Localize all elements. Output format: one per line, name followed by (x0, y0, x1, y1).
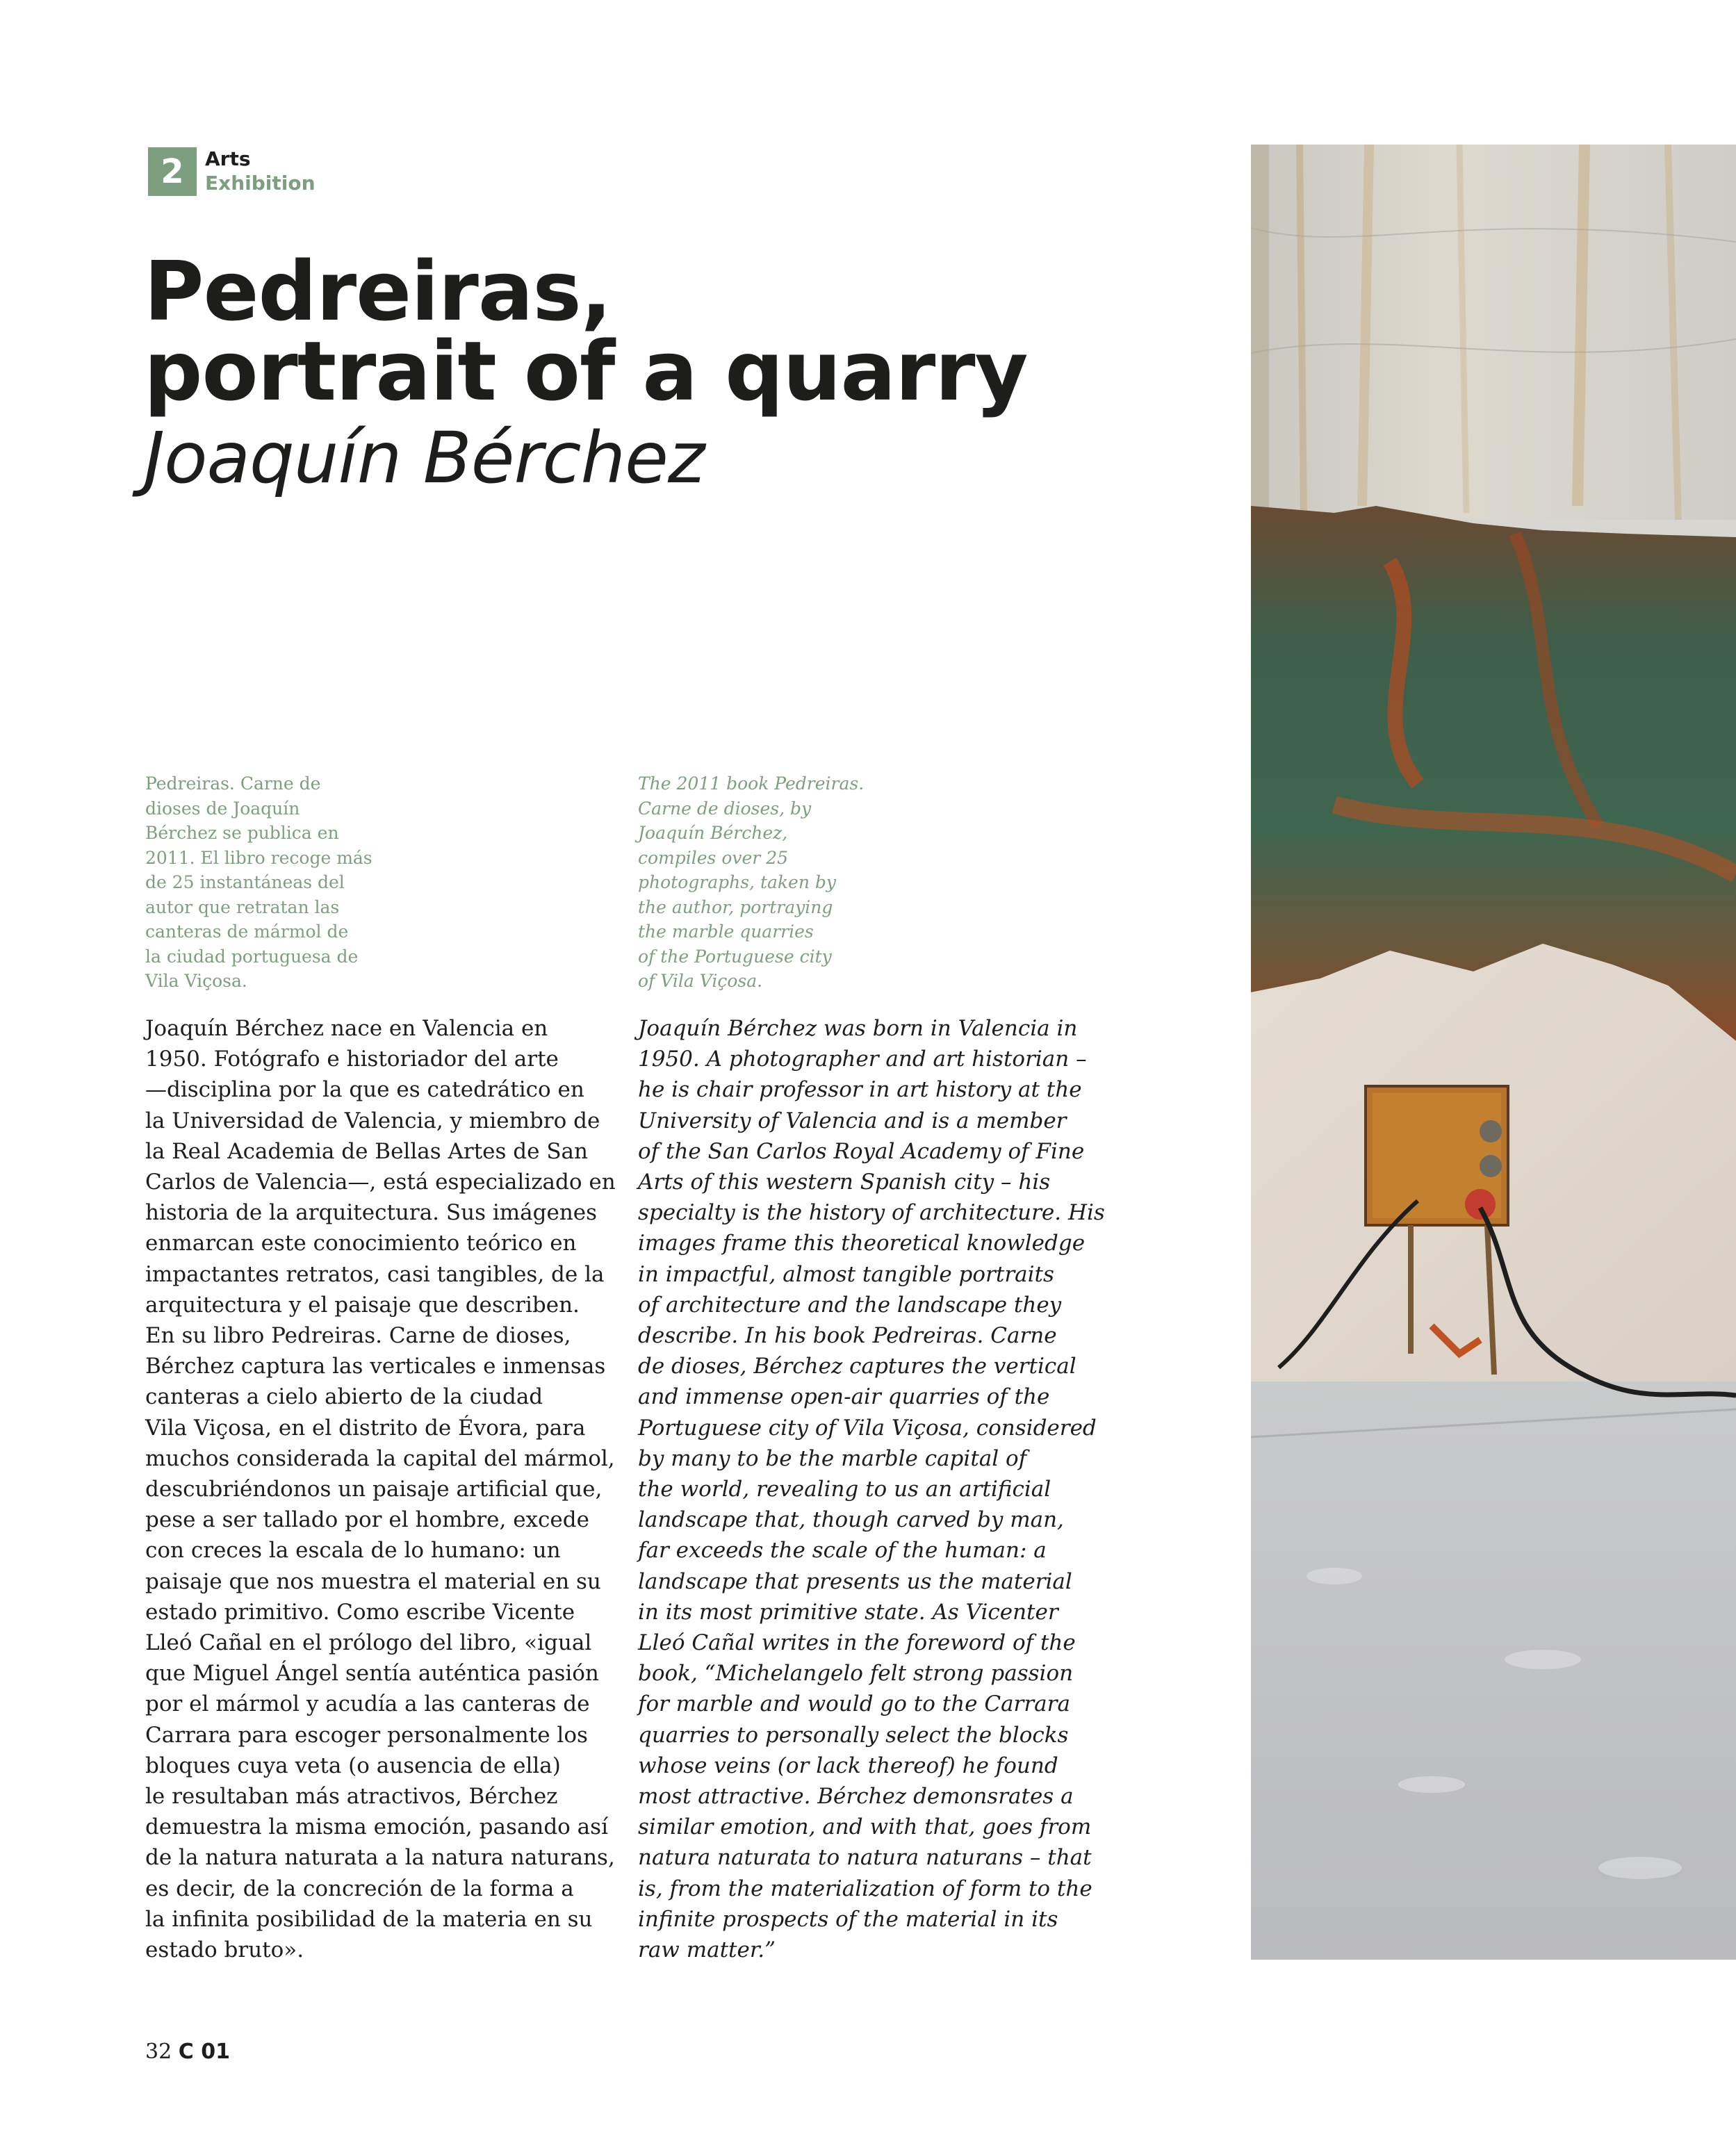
section-number: 2 (148, 147, 197, 196)
title-line-1: Pedreiras, (144, 243, 612, 339)
title-line-2: portrait of a quarry (144, 323, 1028, 419)
section-subcategory: Exhibition (205, 172, 316, 195)
article-title (144, 243, 1186, 419)
page-number: 32 (145, 2040, 172, 2064)
quarry-photo (1251, 145, 1736, 1960)
section-category: Arts (205, 147, 251, 170)
body-text-spanish: Joaquín Bérchez nace en Valencia en 1950. Fotógrafo e historiador del arte —disciplina por la que es catedrático en la Universidad de Valencia, y miembro de la Real Academia de Bellas Artes de San Carlos de Valencia—, está especializado en historia de la arquitectura. Sus imágenes enmarcan este conocimiento teórico en impactantes retratos, casi tangibles, de la arquitectura y el paisaje que describen. En su libro Pedreiras. Carne de dioses, Bérchez captura las verticales e inmensas canteras a cielo abierto de la ciudad Vila Viçosa, en el distrito de Évora, para muchos considerada la capital del mármol, descubriéndonos un paisaje artificial que, pese a ser tallado por el hombre, excede con creces la escala de lo humano: un paisaje que nos muestra el material en su estado primitivo. Como escribe Vicente Lleó Cañal en el prólogo del libro, «igual que Miguel Ángel sentía auténtica pasión por el mármol y acudía a las canteras de Carrara para escoger personalmente los bloques cuya veta (o ausencia de ella) le resultaban más atractivos, Bérchez demuestra la misma emoción, pasando así de la natura naturata a la natura naturans, es decir, de la concreción de la forma a la infinita posibilidad de la materia en su estado bruto». (145, 1016, 616, 1963)
caption-english: The 2011 book Pedreiras. Carne de dioses, by Joaquín Bérchez, compiles over 25 photographs, taken by the author, portraying the marble quarries of the Portuguese city of Vila Viçosa. (638, 773, 865, 991)
article-author: Joaquín Bérchez (144, 417, 705, 500)
body-text-english: Joaquín Bérchez was born in Valencia in 1950. A photographer and art historian – he is chair professor in art history at the University of Valencia and is a member of the San Carlos Royal Academy of Fine Arts of this western Spanish city – his specialty is the history of architecture. His images frame this theoretical knowledge in impactful, almost tangible portraits of architecture and the landscape they describe. In his book Pedreiras. Carne de dioses, Bérchez captures the vertical and immense open-air quarries of the Portuguese city of Vila Viçosa, considered by many to be the marble capital of the world, revealing to us an artificial landscape that, though carved by man, far exceeds the scale of the human: a landscape that presents us the material in its most primitive state. As Vicenter Lleó Cañal writes in the foreword of the book, “Michelangelo felt strong passion for marble and would go to the Carrara quarries to personally select the blocks whose veins (or lack thereof) he found most attractive. Bérchez demonsrates a similar emotion, and with that, goes from natura naturata to natura naturans – that is, from the materialization of form to the infinite prospects of the material in its raw matter.” (638, 1016, 1105, 1963)
issue-label: C 01 (178, 2040, 230, 2064)
folio (145, 2040, 230, 2064)
caption-spanish: Pedreiras. Carne de dioses de Joaquín Bérchez se publica en 2011. El libro recoge más de 25 instantáneas del autor que retratan las canteras de mármol de la ciudad portuguesa de Vila Viçosa. (145, 773, 372, 991)
